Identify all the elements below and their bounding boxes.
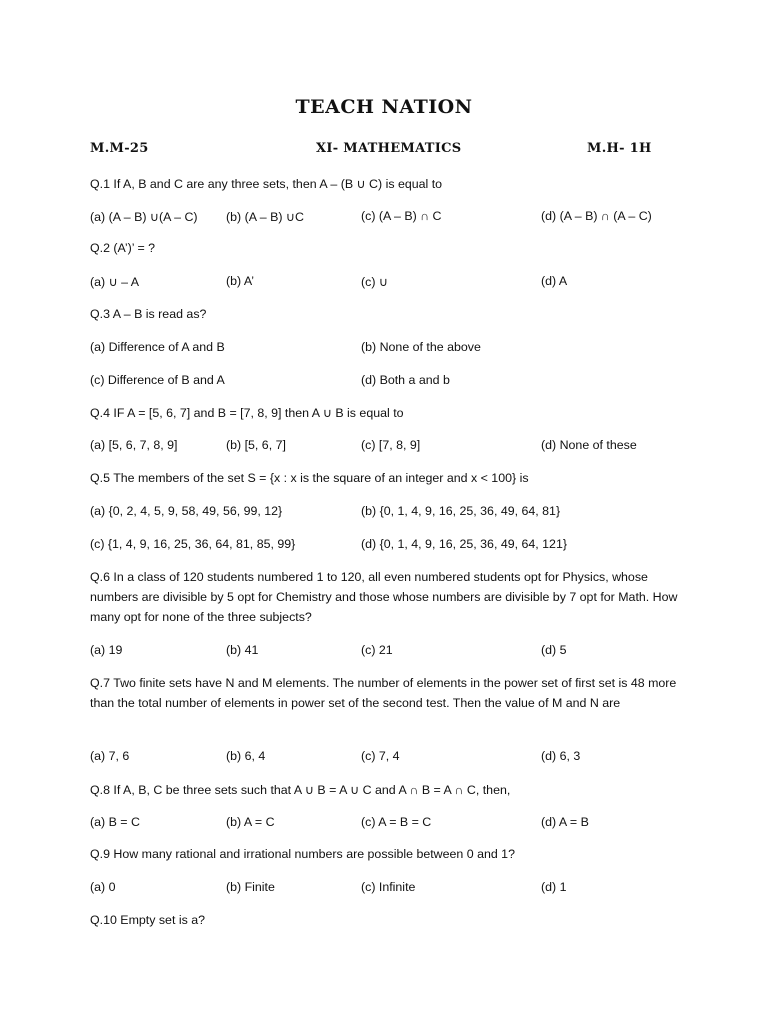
q6-option-c: (c) 21 [361, 643, 393, 657]
question-9: Q.9 How many rational and irrational numbers are possible between 0 and 1? [90, 847, 515, 861]
max-hours: M.H- 1H [587, 141, 652, 156]
q9-option-c: (c) Infinite [361, 880, 416, 894]
question-4: Q.4 IF A = [5, 6, 7] and B = [7, 8, 9] then A ∪ B is equal to [90, 406, 404, 420]
q2-option-d: (d) A [541, 274, 568, 288]
q4-option-a: (a) [5, 6, 7, 8, 9] [90, 438, 178, 452]
q5-option-b: (b) {0, 1, 4, 9, 16, 25, 36, 49, 64, 81} [361, 504, 561, 518]
question-3: Q.3 A – B is read as? [90, 307, 207, 321]
q6-option-d: (d) 5 [541, 643, 567, 657]
q2-option-c: (c) ∪ [361, 275, 388, 289]
page-title: TEACH NATION [295, 96, 473, 118]
q3-option-b: (b) None of the above [361, 340, 481, 354]
q1-option-c: (c) (A – B) ∩ C [361, 209, 442, 223]
q4-option-c: (c) [7, 8, 9] [361, 438, 421, 452]
q8-option-d: (d) A = B [541, 815, 589, 829]
q8-option-a: (a) B = C [90, 815, 140, 829]
question-2: Q.2 (A’)’ = ? [90, 241, 156, 255]
q5-option-c: (c) {1, 4, 9, 16, 25, 36, 64, 81, 85, 99} [90, 537, 296, 551]
question-6: Q.6 In a class of 120 students numbered 1 to 120, all even numbered students opt for Physics, whose numbers are divisible by 5 opt for Chemistry and those whose numbers are divisible by 7 opt for Math. How many opt for none of the three subjects? [90, 570, 678, 624]
q9-option-b: (b) Finite [226, 880, 275, 894]
q8-option-c: (c) A = B = C [361, 815, 432, 829]
question-7: Q.7 Two finite sets have N and M elements. The number of elements in the power set of first set is 48 more than the total number of elements in power set of the second test. Then the value of M and N are [90, 676, 677, 710]
q6-option-a: (a) 19 [90, 643, 123, 657]
q4-option-b: (b) [5, 6, 7] [226, 438, 286, 452]
q5-option-d: (d) {0, 1, 4, 9, 16, 25, 36, 49, 64, 121} [361, 537, 567, 551]
q7-option-b: (b) 6, 4 [226, 749, 266, 763]
q1-option-a: (a) (A – B) ∪(A – C) [90, 210, 198, 224]
question-10: Q.10 Empty set is a? [90, 913, 206, 927]
q7-option-a: (a) 7, 6 [90, 749, 130, 763]
q7-option-d: (d) 6, 3 [541, 749, 581, 763]
q2-option-b: (b) A’ [226, 274, 254, 288]
q4-option-d: (d) None of these [541, 438, 637, 452]
q3-option-c: (c) Difference of B and A [90, 373, 225, 387]
q9-option-d: (d) 1 [541, 880, 567, 894]
q5-option-a: (a) {0, 2, 4, 5, 9, 58, 49, 56, 99, 12} [90, 504, 283, 518]
q7-option-c: (c) 7, 4 [361, 749, 400, 763]
q3-option-a: (a) Difference of A and B [90, 340, 225, 354]
question-8: Q.8 If A, B, C be three sets such that A ∪ B = A ∪ C and A ∩ B = A ∩ C, then, [90, 783, 511, 797]
q6-option-b: (b) 41 [226, 643, 259, 657]
q9-option-a: (a) 0 [90, 880, 116, 894]
q3-option-d: (d) Both a and b [361, 373, 450, 387]
subject-label: XI- MATHEMATICS [316, 141, 462, 156]
question-5: Q.5 The members of the set S = {x : x is the square of an integer and x < 100} is [90, 471, 529, 485]
q1-option-d: (d) (A – B) ∩ (A – C) [541, 209, 652, 223]
q8-option-b: (b) A = C [226, 815, 275, 829]
q1-option-b: (b) (A – B) ∪C [226, 210, 304, 224]
q2-option-a: (a) ∪ – A [90, 275, 140, 289]
question-1: Q.1 If A, B and C are any three sets, then A – (B ∪ C) is equal to [90, 177, 443, 191]
max-marks: M.M-25 [90, 141, 149, 156]
